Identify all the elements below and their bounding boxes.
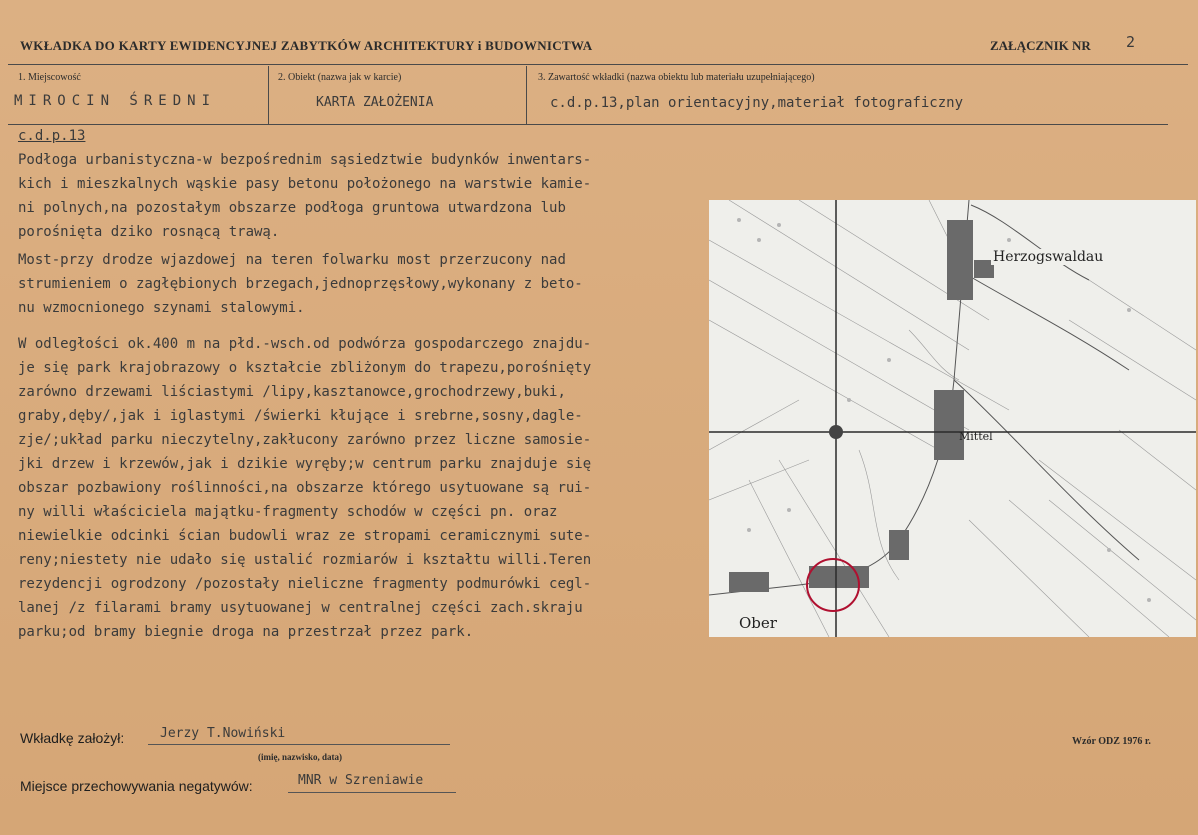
author-underline <box>148 744 450 745</box>
orientation-map <box>709 200 1196 637</box>
content-label: 3. Zawartość wkładki (nazwa obiektu lub materiału uzupełniającego) <box>538 72 815 83</box>
text-line: reny;niestety nie udało się ustalić rozmiarów i kształtu willi.Teren <box>18 552 592 568</box>
text-line: kich i mieszkalnych wąskie pasy betonu położonego na warstwie kamie- <box>18 176 592 192</box>
text-line: c.d.p.13 <box>18 128 86 144</box>
text-line: nu wzmocnionego szynami stalowymi. <box>18 300 305 316</box>
text-line: niewielkie odcinki ścian budowli wraz ze stropami ceramicznymi sute- <box>18 528 592 544</box>
author-hint: (imię, nazwisko, data) <box>258 752 342 762</box>
text-line: porośnięta dziko rosnącą trawą. <box>18 224 280 240</box>
text-line: rezydencji ogrodzony /pozostały nieliczne fragmenty podmurówki cegl- <box>18 576 592 592</box>
field-divider-2 <box>526 66 527 124</box>
object-value: KARTA ZAŁOŻENIA <box>316 95 434 110</box>
map-label-bottom: Ober <box>739 614 777 632</box>
text-line: graby,dęby/,jak i iglastymi /świerki kłujące i srebrne,sosny,dagle- <box>18 408 583 424</box>
text-line: jki drzew i krzewów,jak i dzikie wyręby;w centrum parku znajduje się <box>18 456 592 472</box>
text-line: strumieniem o zagłębionych brzegach,jednoprzęsłowy,wykonany z beto- <box>18 276 583 292</box>
negatives-value: MNR w Szreniawie <box>298 773 424 788</box>
text-line: ny willi właściciela majątku-fragmenty schodów w części pn. oraz <box>18 504 558 520</box>
negatives-underline <box>288 792 456 793</box>
locality-value: MIROCIN ŚREDNI <box>14 93 217 109</box>
map-label-mid: Mittel <box>959 430 993 443</box>
text-line: je się park krajobrazowy o kształcie zbliżonym do trapezu,porośnięty <box>18 360 592 376</box>
field-divider-1 <box>268 66 269 124</box>
text-line: W odległości ok.400 m na płd.-wsch.od podwórza gospodarczego znajdu- <box>18 336 592 352</box>
text-line: obszar pozbawiony roślinności,na obszarze którego usytuowane są rui- <box>18 480 592 496</box>
author-label: Wkładkę założył: <box>20 730 125 746</box>
text-line: parku;od bramy biegnie droga na przestrzał przez park. <box>18 624 474 640</box>
author-value: Jerzy T.Nowiński <box>160 726 286 741</box>
text-line: Podłoga urbanistyczna-w bezpośrednim sąsiedztwie budynków inwentars- <box>18 152 592 168</box>
text-line: lanej /z filarami bramy usytuowanej w centralnej części zach.skraju <box>18 600 583 616</box>
header-rule-top <box>8 64 1188 65</box>
map-label-top: Herzogswaldau <box>993 249 1104 265</box>
object-label: 2. Obiekt (nazwa jak w karcie) <box>278 72 402 83</box>
annex-number: 2 <box>1126 33 1136 51</box>
content-value: c.d.p.13,plan orientacyjny,materiał fotograficzny <box>550 95 964 111</box>
text-line: ni polnych,na pozostałym obszarze podłoga gruntowa utwardzona lub <box>18 200 566 216</box>
negatives-label: Miejsce przechowywania negatywów: <box>20 778 253 794</box>
text-line: Most-przy drodze wjazdowej na teren folwarku most przerzucony nad <box>18 252 566 268</box>
text-line: zarówno drzewami liściastymi /lipy,kasztanowce,grochodrzewy,buki, <box>18 384 566 400</box>
form-code: Wzór ODZ 1976 r. <box>1072 736 1151 747</box>
locality-label: 1. Miejscowość <box>18 72 81 83</box>
text-line: zje/;układ parku nieczytelny,zakłucony zarówno przez liczne samosie- <box>18 432 592 448</box>
map-drawing <box>709 200 1196 637</box>
annex-label: ZAŁĄCZNIK NR <box>990 38 1091 53</box>
header-rule-bottom <box>8 124 1168 125</box>
form-title: WKŁADKA DO KARTY EWIDENCYJNEJ ZABYTKÓW ARCHITEKTURY i BUDOWNICTWA <box>20 38 593 53</box>
